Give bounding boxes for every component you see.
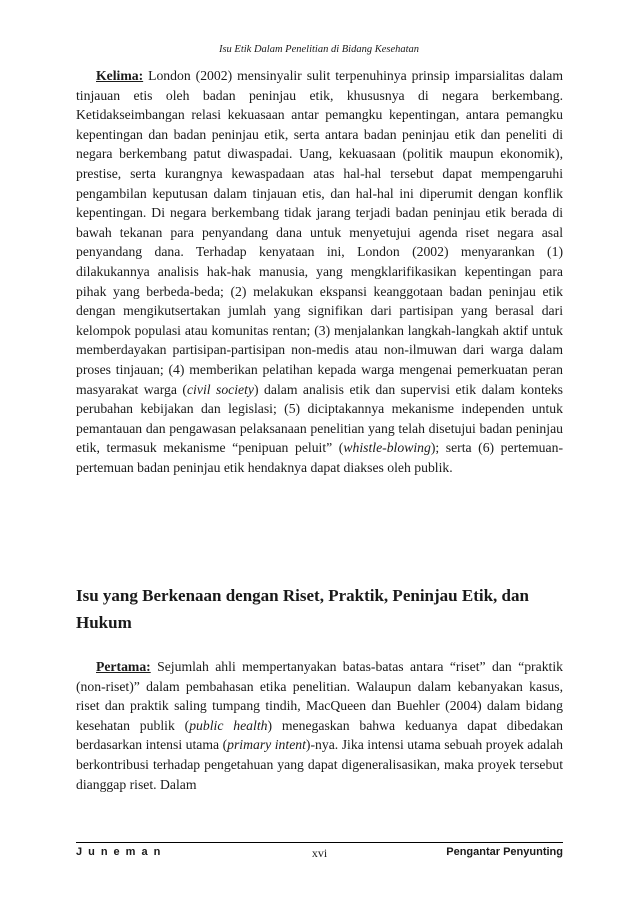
- paragraph-text: ) dalam analisis etik dan supervisi etik dalam konteks perubahan kebijakan dan legislasi; (5) diciptakannya mekanisme independen untuk pemantauan dan pengawasan pelaksanaan penelitian yang telah disetujui badan peninjau etik, termasuk mekanisme “penipuan peluit” (: [76, 381, 563, 456]
- paragraph-lead-kelima: Kelima:: [96, 68, 144, 83]
- section-heading: Isu yang Berkenaan dengan Riset, Praktik, Peninjau Etik, dan Hukum: [76, 586, 529, 632]
- paragraph-pertama: [76, 657, 563, 794]
- paragraph-pertama-block: [76, 657, 563, 794]
- paragraph-text: ); serta (6) pertemuan-pertemuan badan peninjau etik hendaknya dapat diakses oleh publik.: [76, 440, 563, 475]
- paragraph-text: Sejumlah ahli mempertanyakan batas-batas antara “riset” dan “praktik (non-riset)” dalam pembahasan etika penelitian. Walaupun dalam kebanyakan kasus, riset dan praktik saling tumpang tindih, MacQueen dan Buehler (2004) dalam bidang kesehatan publik (: [76, 659, 563, 733]
- italic-term-public-health: public health: [189, 717, 268, 733]
- paragraph-text: London (2002) mensinyalir sulit terpenuhinya prinsip imparsialitas dalam tinjauan etis oleh badan peninjau etik, khususnya di negara berkembang. Ketidakseimbangan relasi kekuasaan antar pemangku kepentingan, antara pemangku kepentingan dan badan peninjau etik, serta antara badan peninjau etik dan peneliti di negara berkembang patut diwaspadai. Uang, kekuasaan (politik maupun ekonomik), prestise, serta kurangnya kewaspadaan atas hal-hal tersebut dapat mempengaruhi pengambilan keputusan dalam tinjauan etis, dan hal-hal ini diperumit dengan konflik kepentingan. Di negara berkembang tidak jarang terjadi badan peninjau etik berada di bawah tekanan para penyandang dana untuk menyetujui agenda riset negara asal penyandang dana. Terhadap kenyataan ini, London (2002) menyarankan (1) dilakukannya analisis hak-hak manusia, yang mengklarifikasikan kepentingan para pihak yang berbeda-beda; (2) melakukan ekspansi keanggotaan badan peninjau etik dengan mengikutsertakan jumlah yang signifikan dari partisipan yang berasal dari kelompok populasi atau komunitas rentan; (3) menjalankan langkah-langkah aktif untuk memberdayakan partisipan-partisipan non-medis atau non-ilmuwan dari warga dalam proses tinjauan; (4) memberikan pelatihan kepada warga mengenai pemerkuatan peran masyarakat warga (: [76, 68, 563, 397]
- footer-author: Juneman: [76, 846, 167, 858]
- paragraph-lead-pertama: Pertama:: [96, 659, 151, 674]
- running-header: Isu Etik Dalam Penelitian di Bidang Kesehatan: [218, 44, 420, 55]
- footer-section-label: Pengantar Penyunting: [446, 846, 563, 858]
- paragraph-kelima: [76, 66, 563, 477]
- italic-term-whistle-blowing: whistle-blowing: [343, 440, 431, 456]
- paragraph-text: ) menegaskan bahwa keduanya dapat dibedakan berdasarkan intensi utama (: [76, 717, 563, 753]
- italic-term-civil-society: civil society: [186, 381, 255, 397]
- paragraph-kelima-block: [76, 66, 563, 477]
- italic-term-primary-intent: primary intent: [227, 737, 306, 753]
- page-footer: [76, 842, 563, 861]
- page-number: xvi: [311, 846, 328, 860]
- paragraph-text: )-nya. Jika intensi utama sebuah proyek adalah berkontribusi terhadap pengetahuan yang dapat digeneralisasikan, maka proyek tersebut dianggap riset. Dalam: [76, 737, 563, 792]
